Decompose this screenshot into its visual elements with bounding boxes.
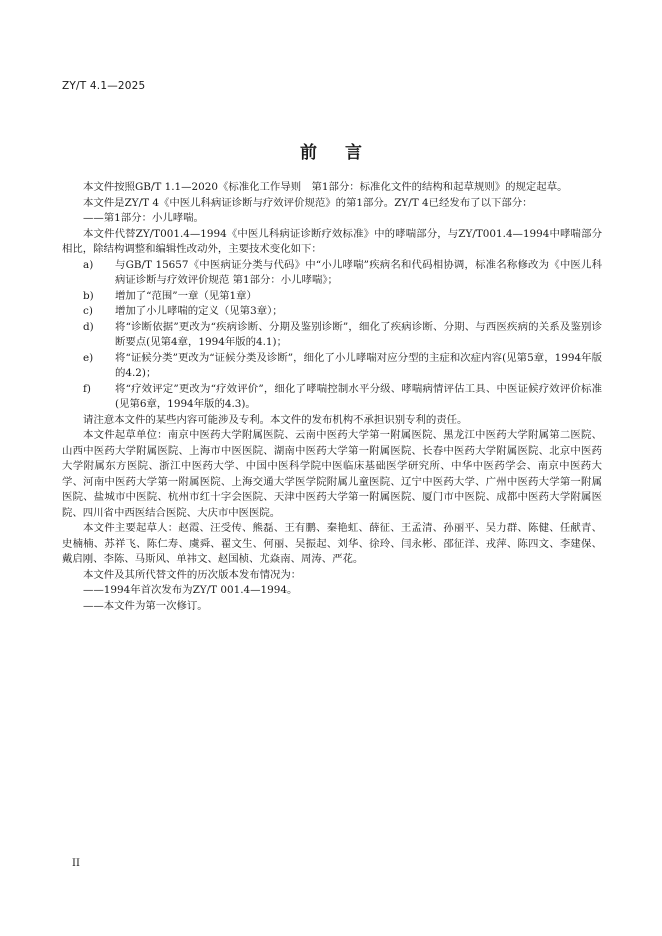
page-number: II [72, 858, 80, 869]
list-item-text: 与GB/T 15657《中医病证分类与代码》中“小儿哮喘”疾病名和代码相协调，标准名称修改为《中医儿科病证诊断与疗效评价规范 第1部分：小儿哮喘》； [115, 258, 602, 286]
technical-changes-list [62, 258, 602, 413]
list-marker: e) [83, 351, 94, 364]
list-item [62, 289, 602, 305]
list-item-text: 增加了小儿哮喘的定义（见第3章）； [115, 305, 283, 317]
paragraph-drafting-rules: 本文件按照GB/T 1.1—2020《标准化工作导则 第1部分：标准化文件的结构和起草规则》的规定起草。 [83, 181, 568, 193]
foreword-body [62, 180, 602, 614]
paragraph-drafters: 本文件主要起草人：赵霞、汪受传、熊磊、王有鹏、秦艳虹、薛征、王孟清、孙丽平、吴力群、陈健、任献青、史楠楠、苏祥飞、陈仁寿、虞舜、翟文生、何丽、吴振起、刘华、徐玲、闫永彬、邵征洋、戎萍、陈四文、李建保、戴启刚、李陈、马斯风、单祎文、赵国桢、尤焱南、周涛、严花。 [62, 522, 602, 565]
paragraph-replacement: 本文件代替ZY/T001.4—1994《中医儿科病证诊断疗效标准》中的哮喘部分，与ZY/T001.4—1994中哮喘部分相比，除结构调整和编辑性改动外，主要技术变化如下： [62, 227, 602, 255]
list-item [62, 304, 602, 320]
paragraph-history-intro: 本文件及其所代替文件的历次版本发布情况为： [83, 568, 302, 581]
list-marker: c) [83, 305, 93, 317]
list-item [62, 351, 602, 382]
paragraph-series-part: 本文件是ZY/T 4《中医儿科病证诊断与疗效评价规范》的第1部分。ZY/T 4已经发布了以下部分： [83, 196, 533, 209]
paragraph-patent-notice: 请注意本文件的某些内容可能涉及专利。本文件的发布机构不承担识别专利的责任。 [83, 413, 468, 426]
paragraph-drafting-units: 本文件起草单位：南京中医药大学附属医院、云南中医药大学第一附属医院、黑龙江中医药大学附属第二医院、山西中医药大学附属医院、上海市中医医院、湖南中医药大学第一附属医院、长春中医药大学附属医院、北京中医药大学附属东方医院、浙江中医药大学、中国中医科学院中医临床基础医学研究所、中华中医药学会、南京中医药大学、河南中医药大学第一附属医院、上海交通大学医学院附属儿童医院、辽宁中医药大学、广州中医药大学第一附属医院、盐城市中医院、杭州市红十字会医院、天津中医药大学第一附属医院、厦门市中医院、成都中医药大学附属医院、四川省中西医结合医院、大庆市中医医院。 [62, 429, 602, 519]
history-item: ——1994年首次发布为ZY/T 001.4—1994。 [83, 584, 298, 596]
list-marker: a) [83, 258, 94, 271]
list-marker: b) [83, 289, 94, 302]
paragraph-part-list-item: ——第1部分：小儿哮喘。 [83, 212, 204, 224]
list-item-text: 将“证候分类”更改为“证候分类及诊断”，细化了小儿哮喘对应分型的主症和次症内容(见第5章，1994年版的4.2)； [115, 351, 602, 379]
list-item-text: 将“疗效评定”更改为“疗效评价”，细化了哮喘控制水平分级、哮喘病情评估工具、中医证候疗效评价标准(见第6章，1994年版的4.3)。 [115, 382, 602, 410]
list-marker: f) [83, 382, 91, 395]
page-title: 前言 [300, 143, 390, 163]
list-item-text: 增加了“范围”一章（见第1章） [115, 289, 257, 302]
history-item: ——本文件为第一次修订。 [83, 599, 208, 612]
list-item [62, 320, 602, 351]
list-item [62, 258, 602, 289]
list-marker: d) [83, 320, 94, 333]
document-code: ZY/T 4.1—2025 [62, 80, 146, 92]
list-item-text: 将“诊断依据”更改为“疾病诊断、分期及鉴别诊断”，细化了疾病诊断、分期、与西医疾病的关系及鉴别诊断要点(见第4章，1994年版的4.1)； [115, 320, 602, 348]
list-item [62, 382, 602, 413]
